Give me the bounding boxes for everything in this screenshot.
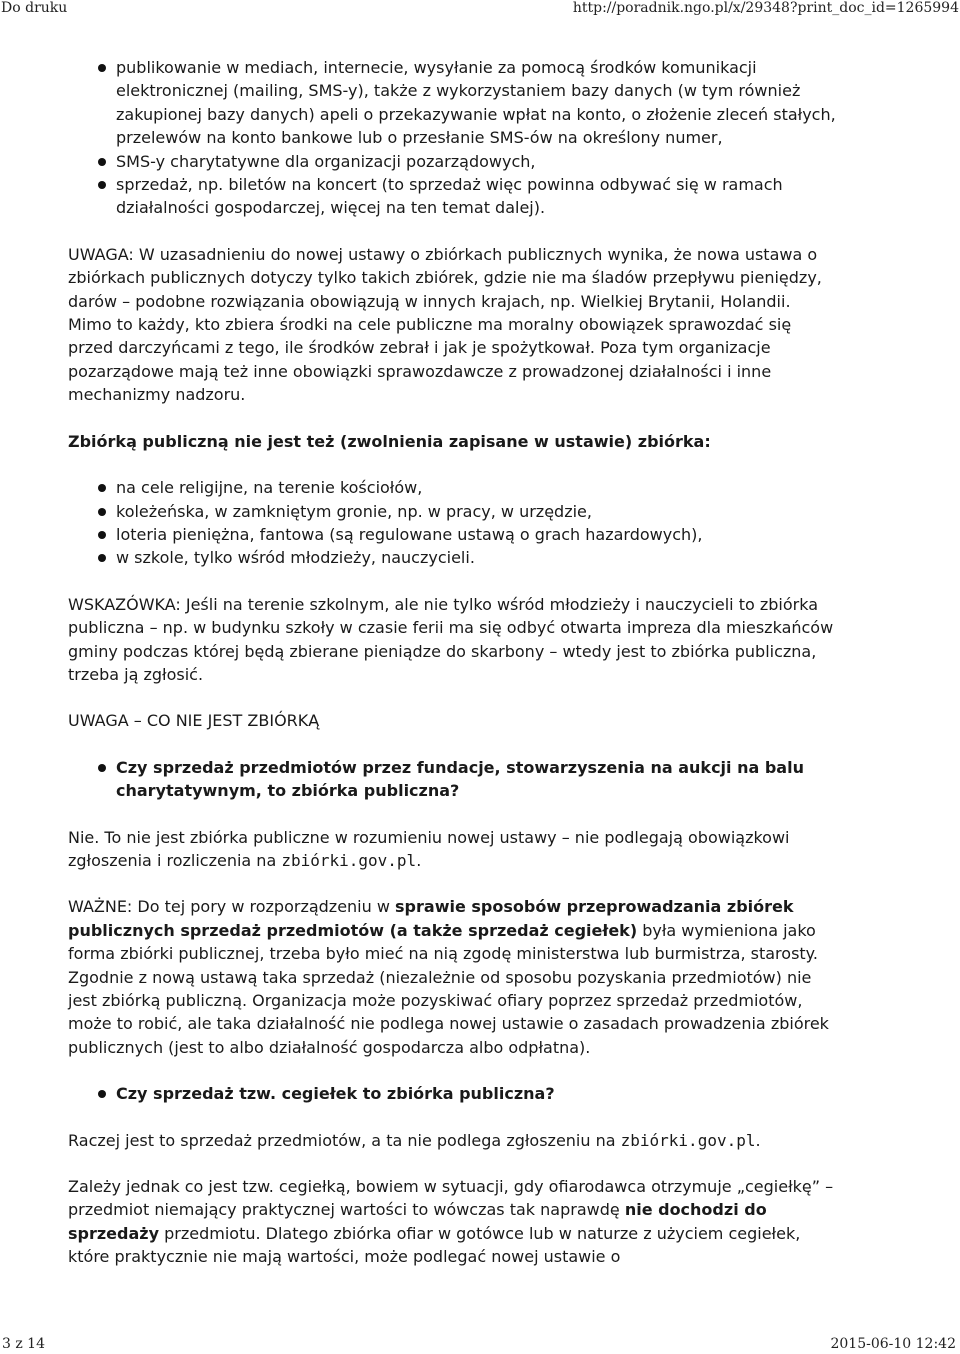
wskazowka-paragraph: WSKAZÓWKA: Jeśli na terenie szkolnym, ale nie tylko wśród młodzieży i nauczycieli to zbiórka publiczna – np. w budynku szkoły w czasie ferii ma się odbyć otwarta impreza dla mieszkańców gminy podczas której będą zbierane pieniądze do skarbony – wtedy jest to zbiórka publiczna, trzeba ją zgłosić. — [68, 594, 834, 684]
wazne-paragraph: WAŻNE: Do tej pory w rozporządzeniu w sprawie sposobów przeprowadzania zbiórek publicznych sprzedaż przedmiotów (a także sprzedaż cegiełek) była wymieniona jako forma zbiórki publicznej, trzeba było mieć na nią zgodę ministerstwa lub burmistrza, starosty. Zgodnie z nową ustawą taka sprzedaż (niezależnie od sposobu pozyskania przedmiotów) nie jest zbiórką publiczną. Organizacja może pozyskiwać ofiary poprzez sprzedaż przedmiotów, może to robić, ale taka działalność nie podlega nowej ustawie o zasadach prowadzenia zbiórek publicznych (jest to albo działalność gospodarcza albo odpłatna). — [68, 897, 829, 1057]
list-item: Czy sprzedaż tzw. cegiełek to zbiórka publiczna? — [68, 1082, 838, 1105]
print-header — [0, 0, 960, 22]
bullet-icon — [98, 181, 106, 189]
exemptions-list — [68, 476, 838, 570]
bullet-icon — [98, 1090, 106, 1098]
uwaga-heading: UWAGA – CO NIE JEST ZBIÓRKĄ — [68, 711, 320, 731]
print-timestamp: 2015-06-10 12:42 — [830, 1336, 956, 1352]
list-item: na cele religijne, na terenie kościołów, — [68, 476, 838, 499]
print-footer — [0, 1336, 960, 1354]
zbiorki-link[interactable]: zbiórki.gov.pl — [281, 850, 417, 870]
methods-list — [68, 56, 838, 220]
list-item: w szkole, tylko wśród młodzieży, nauczycieli. — [68, 546, 838, 569]
exemptions-heading: Zbiórką publiczną nie jest też (zwolnienia zapisane w ustawie) zbiórka: — [68, 431, 711, 451]
bullet-icon — [98, 484, 106, 492]
final-paragraph: Zależy jednak co jest tzw. cegiełką, bowiem w sytuacji, gdy ofiarodawca otrzymuje „cegiełkę” – przedmiot niemający praktycznej wartości to wówczas tak naprawdę nie dochodzi do sprzedaży przedmiotu. Dlatego zbiórka ofiar w gotówce lub w naturze z użyciem cegiełek, które praktycznie nie mają wartości, może podlegać nowej ustawie o — [68, 1177, 834, 1267]
question-list-2 — [68, 1082, 838, 1105]
uwaga-paragraph: UWAGA: W uzasadnieniu do nowej ustawy o zbiórkach publicznych wynika, że nowa ustawa o zbiórkach publicznych dotyczy tylko takich zbiórek, gdzie nie ma śladów przepływu pieniędzy, darów – podobne rozwiązania obowiązują w innych krajach, np. Wielkiej Brytanii, Holandii. Mimo to każdy, kto zbiera środki na cele publiczne ma moralny obowiązek sprawozdać się przed darczyńcami z tego, ile środków zebrał i jak je spożytkował. Poza tym organizacje pozarządowe mają też inne obowiązki sprawozdawcze z prowadzonej działalności i inne mechanizmy nadzoru. — [68, 244, 822, 405]
bullet-icon — [98, 554, 106, 562]
bullet-icon — [98, 531, 106, 539]
list-item: Czy sprzedaż przedmiotów przez fundacje, stowarzyszenia na aukcji na balu charytatywnym, to zbiórka publiczna? — [68, 756, 838, 803]
page-number: 3 z 14 — [2, 1336, 45, 1352]
zbiorki-link[interactable]: zbiórki.gov.pl — [620, 1130, 756, 1150]
bullet-icon — [98, 508, 106, 516]
answer-2: Raczej jest to sprzedaż przedmiotów, a ta nie podlega zgłoszeniu na zbiórki.gov.pl. — [68, 1130, 761, 1150]
list-item: publikowanie w mediach, internecie, wysyłanie za pomocą środków komunikacji elektronicznej (mailing, SMS-y), także z wykorzystaniem bazy danych (w tym również zakupionej bazy danych) apeli o przekazywanie wpłat na konto, o złożenie zleceń stałych, przelewów na konto bankowe lub o przesłanie SMS-ów na określony numer, — [68, 56, 838, 150]
bullet-icon — [98, 64, 106, 72]
bullet-icon — [98, 158, 106, 166]
list-item: sprzedaż, np. biletów na koncert (to sprzedaż więc powinna odbywać się w ramach działalności gospodarczej, więcej na ten temat dalej). — [68, 173, 838, 220]
list-item: SMS-y charytatywne dla organizacji pozarządowych, — [68, 150, 838, 173]
header-url: http://poradnik.ngo.pl/x/29348?print_doc_id=1265994 — [572, 0, 959, 16]
header-print-label: Do druku — [1, 0, 68, 16]
list-item: koleżeńska, w zamkniętym gronie, np. w pracy, w urzędzie, — [68, 500, 838, 523]
answer-1: Nie. To nie jest zbiórka publiczne w rozumieniu nowej ustawy – nie podlegają obowiązkowi zgłoszenia i rozliczenia na zbiórki.gov.pl. — [68, 827, 790, 870]
bullet-icon — [98, 764, 106, 772]
question-list-1 — [68, 756, 838, 803]
document-content — [68, 56, 838, 1269]
list-item: loteria pieniężna, fantowa (są regulowane ustawą o grach hazardowych), — [68, 523, 838, 546]
